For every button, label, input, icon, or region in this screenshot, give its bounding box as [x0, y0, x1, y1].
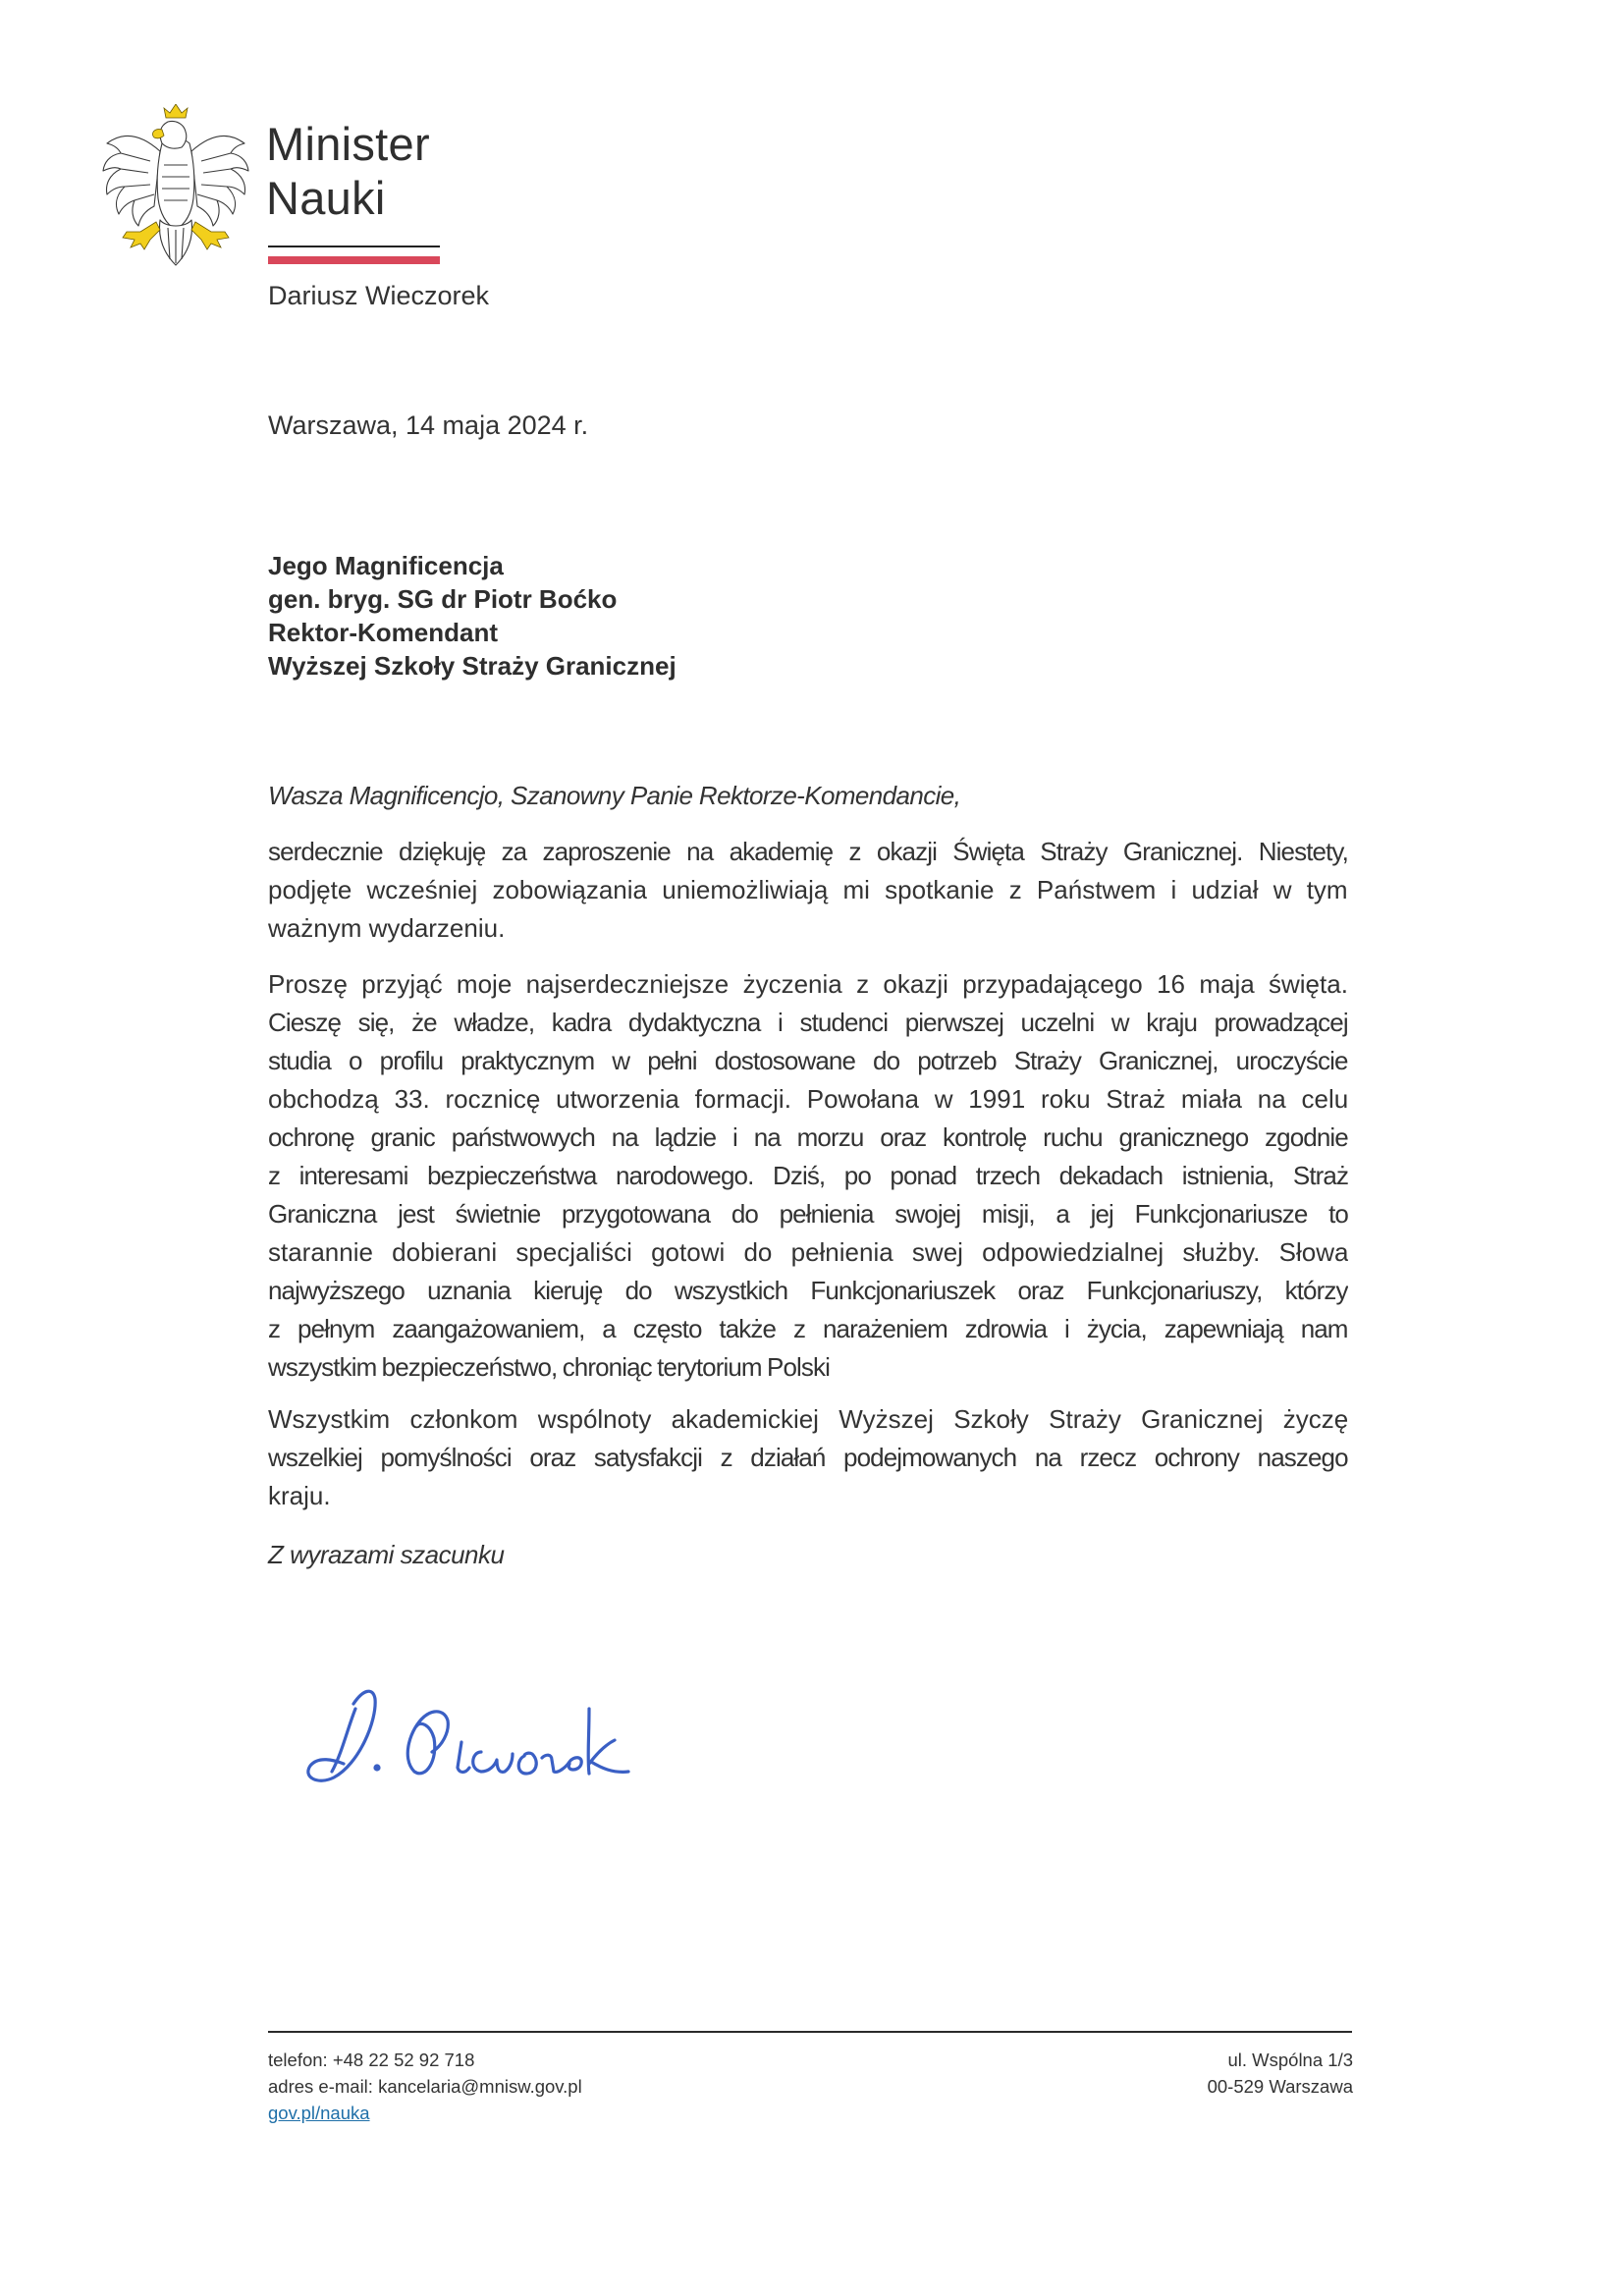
closing-phrase: Z wyrazami szacunku	[268, 1540, 505, 1569]
paragraph-line: obchodzą 33. rocznicę utworzenia formacji. Powołana w 1991 roku Straż miała na celu	[268, 1084, 1348, 1114]
paragraph-line: ochronę granic państwowych na lądzie i na morzu oraz kontrolę ruchu granicznego zgodnie	[268, 1122, 1348, 1152]
recipient-line-institution: Wyższej Szkoły Straży Granicznej	[268, 651, 677, 681]
paragraph-line: z pełnym zaangażowaniem, a często także z narażeniem zdrowia i życia, zapewniają nam	[268, 1314, 1348, 1343]
letterhead-divider-red	[268, 256, 440, 264]
salutation: Wasza Magnificencjo, Szanowny Panie Rektorze-Komendancie,	[268, 781, 961, 810]
paragraph-line: najwyższego uznania kieruję do wszystkich Funkcjonariuszek oraz Funkcjonariuszy, którzy	[268, 1276, 1348, 1305]
footer-address	[1080, 2047, 1353, 2100]
paragraph-line: serdecznie dziękuję za zaproszenie na akademię z okazji Święta Straży Granicznej. Niestety,	[268, 837, 1348, 866]
recipient-line-title: Jego Magnificencja	[268, 551, 504, 580]
paragraph-line: ważnym wydarzeniu.	[268, 913, 506, 943]
footer-divider	[268, 2031, 1352, 2033]
footer-phone: telefon: +48 22 52 92 718	[268, 2050, 475, 2070]
letterhead-divider-black	[268, 246, 440, 247]
paragraph-line: Wszystkim członkom wspólnoty akademickiej Wyższej Szkoły Straży Granicznej życzę	[268, 1404, 1348, 1434]
recipient-line-position: Rektor-Komendant	[268, 618, 499, 647]
footer-email[interactable]: adres e-mail: kancelaria@mnisw.gov.pl	[268, 2076, 582, 2097]
footer-address-street: ul. Wspólna 1/3	[1227, 2050, 1353, 2070]
minister-name: Dariusz Wieczorek	[268, 281, 490, 310]
paragraph-line: kraju.	[268, 1481, 331, 1510]
paragraph-line: Cieszę się, że władze, kadra dydaktyczna i studenci pierwszej uczelni w kraju prowadzącej	[268, 1008, 1348, 1037]
polish-eagle-emblem-icon	[101, 104, 250, 267]
paragraph-line: starannie dobierani specjaliści gotowi do pełnienia swej odpowiedzialnej służby. Słowa	[268, 1237, 1348, 1267]
letterhead-title-minister: Minister	[266, 118, 430, 170]
footer-website-link[interactable]: gov.pl/nauka	[268, 2103, 370, 2123]
letterhead-title-nauki: Nauki	[266, 172, 386, 224]
paragraph-line: z interesami bezpieczeństwa narodowego. Dziś, po ponad trzech dekadach istnienia, Straż	[268, 1161, 1348, 1190]
body-paragraph-3	[268, 1400, 1348, 1515]
footer-contact	[268, 2047, 582, 2126]
paragraph-line: Proszę przyjąć moje najserdeczniejsze życzenia z okazji przypadającego 16 maja święta.	[268, 969, 1348, 999]
body-paragraph-2	[268, 965, 1348, 1387]
footer-address-city: 00-529 Warszawa	[1207, 2076, 1353, 2097]
paragraph-line: Graniczna jest świetnie przygotowana do pełnienia swojej misji, a jej Funkcjonariusze to	[268, 1199, 1348, 1229]
paragraph-line: wszelkiej pomyślności oraz satysfakcji z działań podejmowanych na rzecz ochrony naszego	[268, 1443, 1348, 1472]
letter-date: Warszawa, 14 maja 2024 r.	[268, 410, 589, 440]
paragraph-line: podjęte wcześniej zobowiązania uniemożliwiają mi spotkanie z Państwem i udział w tym	[268, 875, 1348, 904]
recipient-line-name: gen. bryg. SG dr Piotr Boćko	[268, 584, 618, 614]
handwritten-signature-icon	[295, 1669, 668, 1797]
paragraph-line: wszystkim bezpieczeństwo, chroniąc terytorium Polski	[268, 1352, 830, 1382]
body-paragraph-1	[268, 833, 1348, 948]
paragraph-line: studia o profilu praktycznym w pełni dostosowane do potrzeb Straży Granicznej, uroczyście	[268, 1046, 1348, 1075]
